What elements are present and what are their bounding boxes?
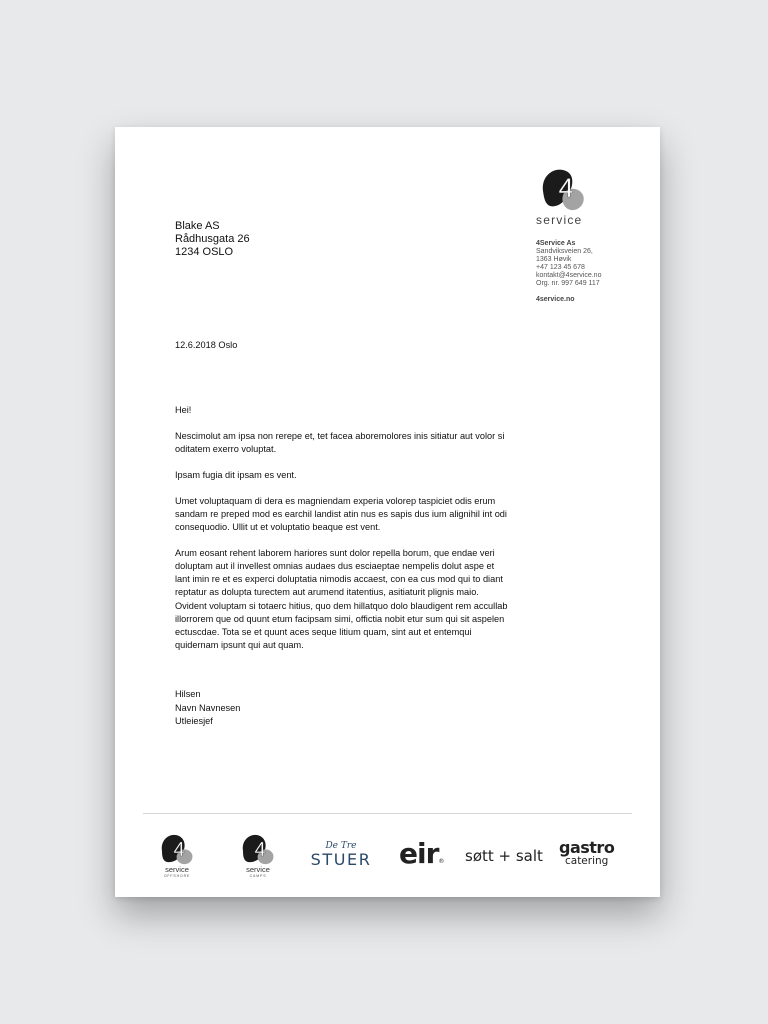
stuer-logo-script: De Tre (325, 841, 357, 851)
footer-logo-eir (399, 838, 443, 878)
sender-address-line2: 1363 Høvik (536, 256, 572, 264)
stuer-logo-caps: STUER (310, 850, 372, 869)
greeting: Hei! (175, 405, 192, 415)
gastro-logo-line2: catering (564, 855, 609, 867)
offshore-logo-word: service (165, 865, 189, 874)
sender-phone: +47 123 45 678 (536, 264, 585, 272)
sender-org-number: Org. nr. 997 649 117 (536, 280, 600, 288)
footer-divider (143, 813, 632, 814)
signature-block (175, 688, 240, 729)
body-paragraph-1: Nescimolut am ipsa non rerepe et, tet facea aboremolores inis sitiatur aut volor si oditatem exerro voluptat. (175, 430, 505, 454)
footer-logo-camps (237, 832, 279, 878)
footer-logo-gastro-catering (559, 840, 614, 867)
sender-address-block (536, 240, 601, 304)
sender-email: kontakt@4service.no (536, 272, 602, 280)
footer-logo-offshore (156, 832, 198, 878)
camps-logo-mark (237, 832, 279, 866)
eir-logo-word: eir (399, 837, 439, 870)
brand-logo-numeral: 4 (558, 173, 574, 203)
recipient-name: Blake AS (175, 220, 220, 232)
sott-salt-logo-word: søtt + salt (465, 847, 543, 865)
recipient-street: Rådhusgata 26 (175, 233, 250, 245)
body-paragraph-3: Umet voluptaquam di dera es magniendam experia volorep taspiciet odis erum sandam re preped mod es earchil landist atin nus es sapis dus ium alignihil int odi consequodio. Ullit ut et voluptatio beaque est vent. (175, 495, 507, 532)
eir-registered-mark: ® (438, 858, 444, 865)
camps-logo-numeral: 4 (254, 839, 266, 861)
camps-logo-sub: CAMPS (249, 874, 267, 878)
offshore-logo-mark (156, 832, 198, 866)
sender-address-line1: Sandviksveien 26, (536, 248, 593, 256)
footer-logo-de-tre-stuer (306, 841, 376, 869)
footer-logo-sott-salt (465, 847, 543, 865)
sender-company: 4Service As (536, 240, 576, 247)
brand-logo-word: service (536, 213, 583, 227)
letter-body (175, 404, 510, 665)
body-paragraph-2: Ipsam fugia dit ipsam es vent. (175, 469, 297, 480)
sender-website: 4service.no (536, 295, 575, 303)
recipient-city: 1234 OSLO (175, 246, 234, 258)
body-paragraph-4: Arum eosant rehent laborem hariores sunt dolor repella borum, que endae veri doluptam aut il invellest omnias audaes dus esciaeptae nempelis dolut aspe et lant imin re et es experci doluptatia nimodis accaest, con ea cus mod qui to diant reptatur as dolupta turectem aut arumend itatentius, asitiaturit plignis maio. Ovident voluptam si totaerc hitius, quo dem hillatquo dolo blaudigent rem accullab illorrorem que od quunt etum facipsam simi, offictia nobit etur sum qui sit aspelen ectuscdae. Tota se et quunt aces seque litium quam, sint aut et entemqui quidernam ipsunt qui aut quam. (175, 547, 508, 651)
offshore-logo-sub: OFFSHORE (163, 874, 191, 878)
signature-closing: Hilsen (175, 689, 201, 699)
signature-title: Utleiesjef (175, 716, 213, 726)
gastro-logo-line1: gastro (559, 838, 615, 857)
recipient-address-block (175, 220, 250, 259)
4service-logo-mark (539, 165, 585, 215)
camps-logo-word: service (246, 865, 270, 874)
offshore-logo-numeral: 4 (173, 839, 185, 861)
letter-page (115, 127, 660, 897)
signature-name: Navn Navnesen (175, 702, 241, 713)
date-line: 12.6.2018 Oslo (175, 340, 238, 350)
